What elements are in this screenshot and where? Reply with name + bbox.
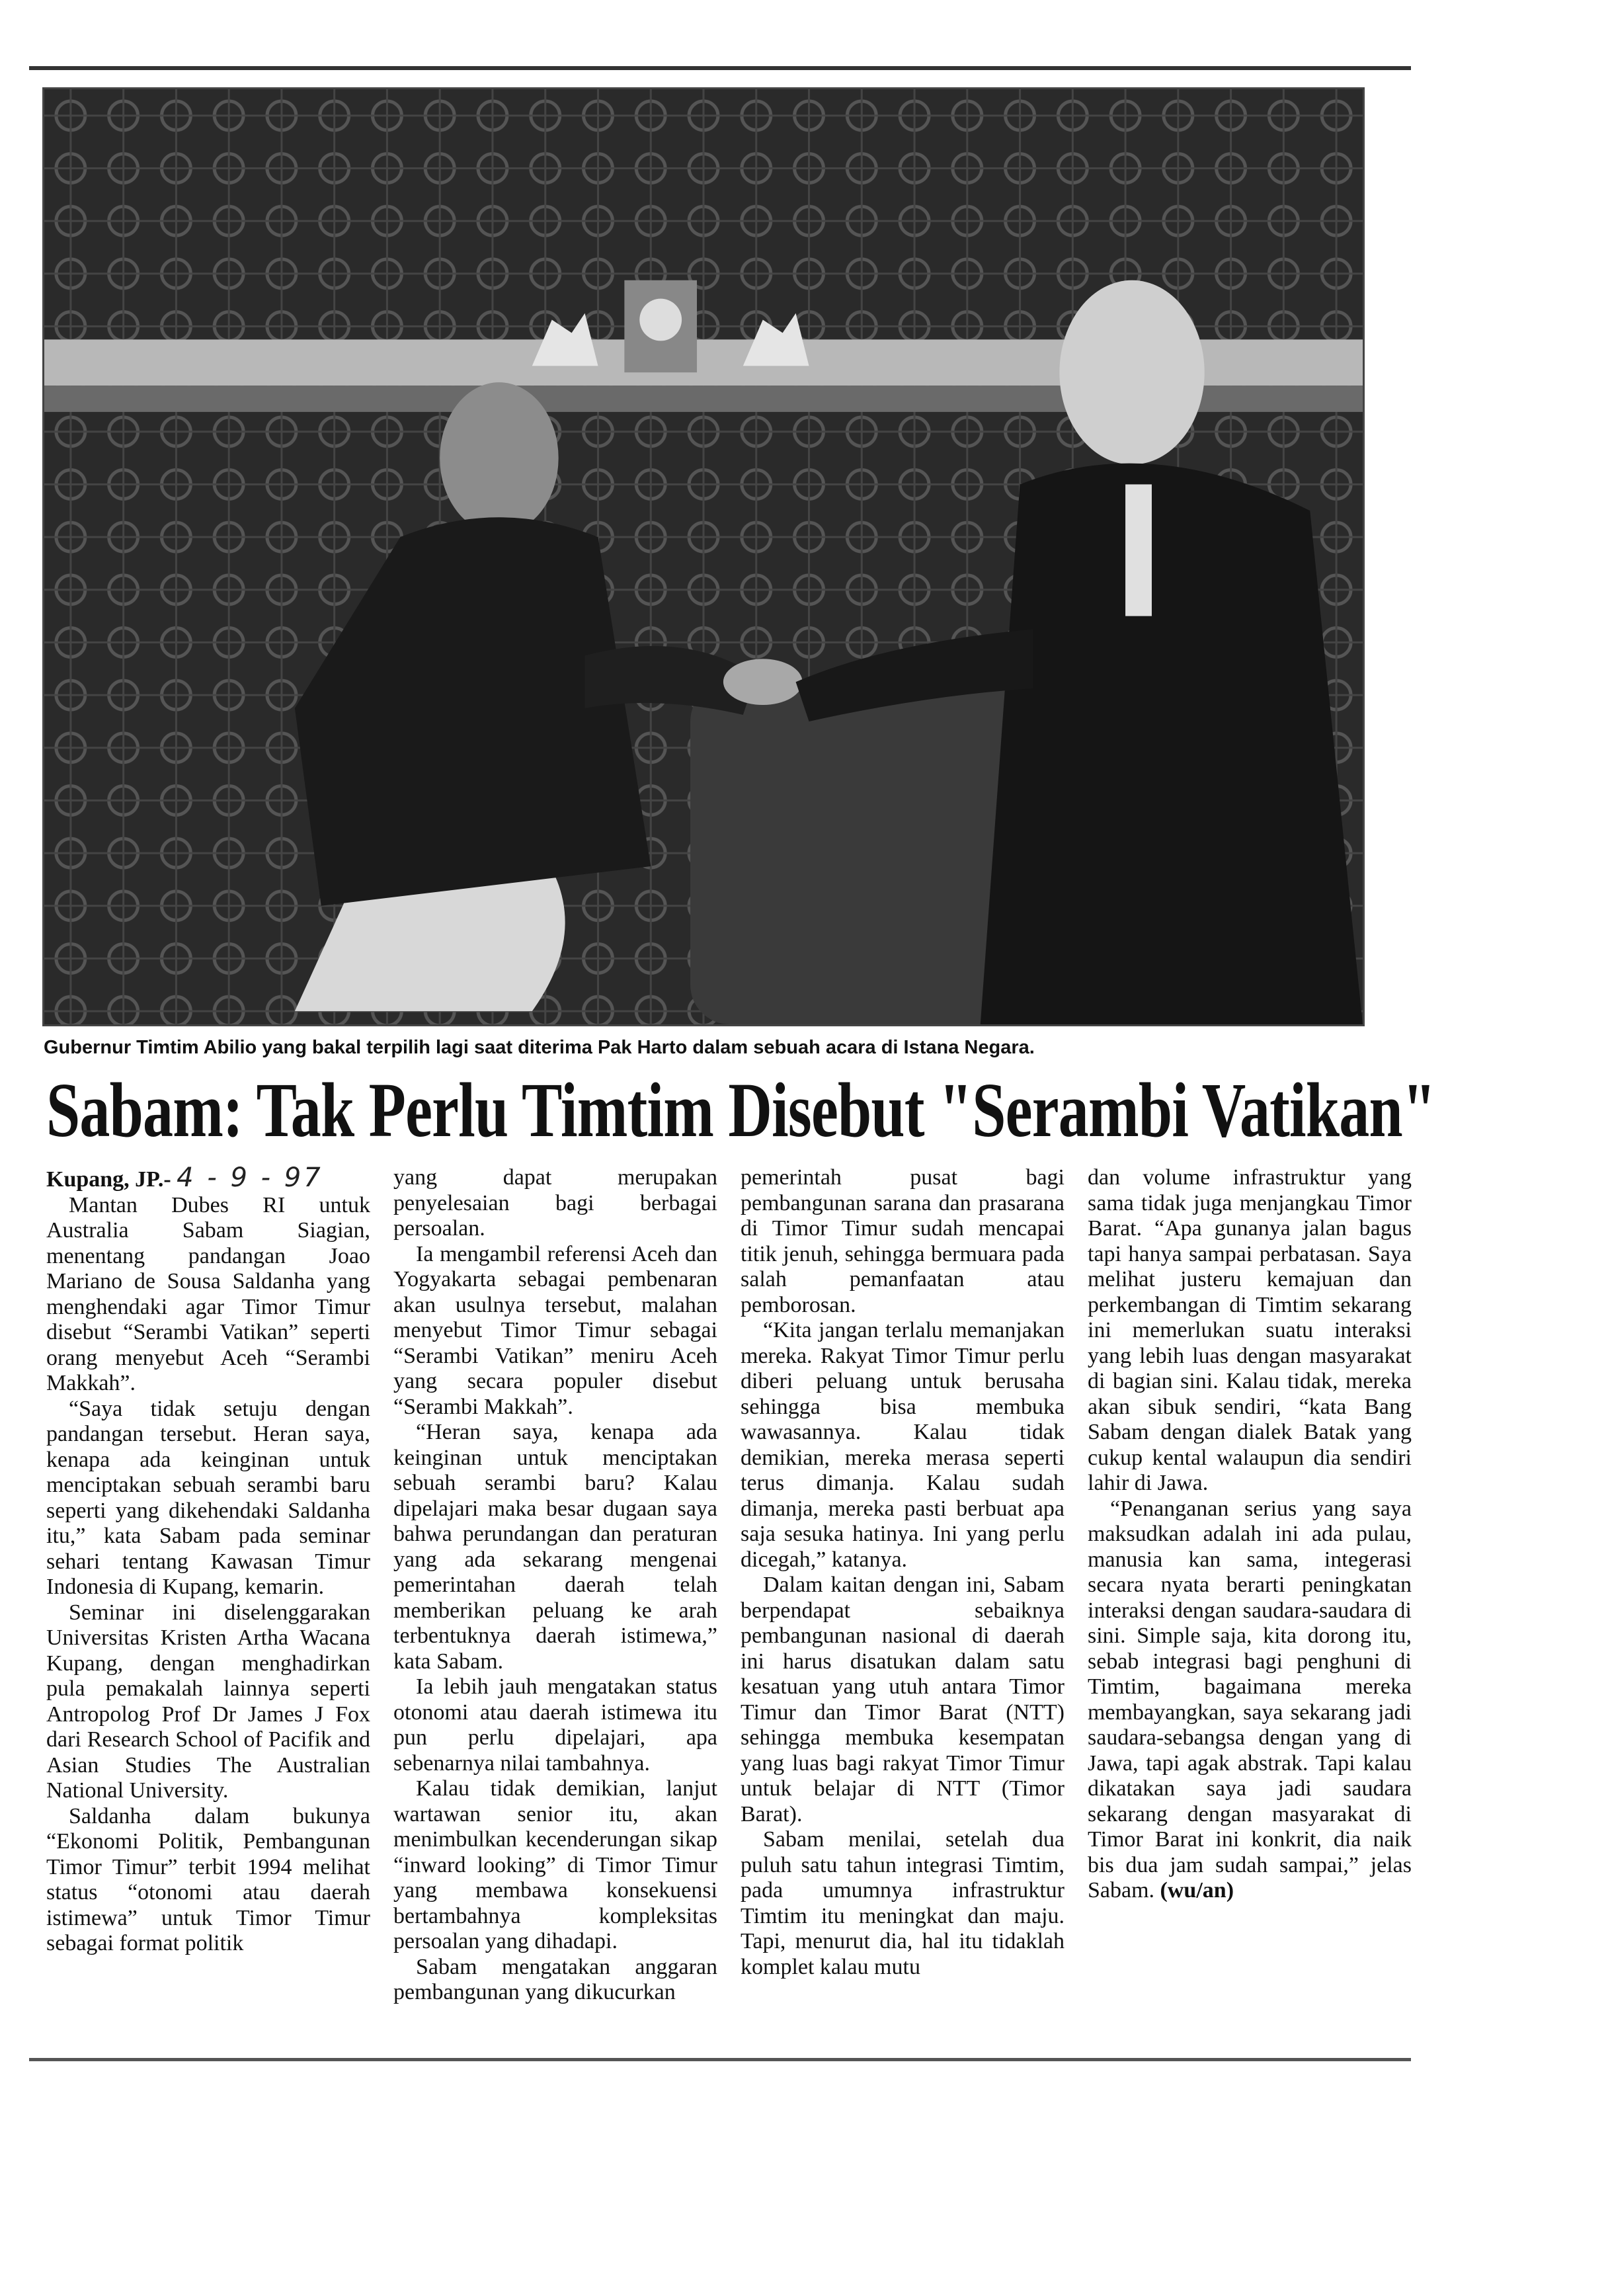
bottom-rule bbox=[29, 2058, 1411, 2061]
article-body bbox=[46, 1163, 1412, 2051]
paragraph: Seminar ini diselenggarakan Universitas Kristen Artha Wacana Kupang, dengan menghadirkan pula pemakalah lainnya seperti Antropolog Prof Dr James J Fox dari Research School of Pacifik and Asian Studies The Australian National University. bbox=[46, 1600, 370, 1803]
headline: Sabam: Tak Perlu Timtim Disebut "Serambi Vatikan" bbox=[46, 1067, 1436, 1153]
paragraph: Kalau tidak demikian, lanjut wartawan senior itu, akan menimbulkan kecenderungan sikap “inward looking” di Timor Timur yang membawa konsekuensi bertambahnya kompleksitas persoalan yang dihadapi. bbox=[393, 1776, 717, 1953]
column-4 bbox=[1088, 1165, 1412, 1904]
handwritten-date: 4 - 9 - 97 bbox=[177, 1163, 323, 1193]
paragraph: “Saya tidak setuju dengan pandangan tersebut. Heran saya, kenapa ada keinginan untuk menciptakan sebuah serambi baru seperti yang dikehendaki Saldanha itu,” kata Sabam pada seminar sehari tentang Kawasan Timur Indonesia di Kupang, kemarin. bbox=[46, 1396, 370, 1599]
paragraph-last bbox=[1088, 1496, 1412, 1904]
paragraph: Sabam mengatakan anggaran pembangunan yang dikucurkan bbox=[393, 1954, 717, 2004]
photo-handshake-illustration bbox=[44, 89, 1363, 1024]
paragraph: yang dapat merupakan penyelesaian bagi berbagai persoalan. bbox=[393, 1165, 717, 1241]
paragraph-text: “Penanganan serius yang saya maksudkan adalah ini ada pulau, manusia kan sama, integerasi secara nyata berarti peningkatan interaksi dengan saudara-saudara di sini. Simple saja, kita dorong itu, sebab integrasi bagi penghuni di Timtim, bagaimana mereka membayangkan, saya sekarang jadi saudara-sebangsa dengan yang di Jawa, tapi agak abstrak. Tapi kalau dikatakan saya jadi saudara sekarang dengan masyarakat di Timor Barat ini konkrit, dia naik bis dua jam sudah sampai,” jelas Sabam. bbox=[1088, 1496, 1412, 1903]
paragraph: Mantan Dubes RI untuk Australia Sabam Siagian, menentang pandangan Joao Mariano de Sousa Saldanha yang menghendaki agar Timor Timur disebut “Serambi Vatikan” seperti orang menyebut Aceh “Serambi Makkah”. bbox=[46, 1192, 370, 1395]
author-signature: (wu/an) bbox=[1160, 1878, 1234, 1903]
paragraph: pemerintah pusat bagi pembangunan sarana dan prasarana di Timor Timur sudah mencapai titik jenuh, sehingga bermuara pada salah pemanfaatan atau pemborosan. bbox=[741, 1165, 1065, 1317]
dateline: Kupang, JP.- bbox=[46, 1167, 171, 1192]
paragraph: Sabam menilai, setelah dua puluh satu tahun integrasi Timtim, pada umumnya infrastruktur Timtim itu meningkat dan maju. Tapi, menurut dia, hal itu tidaklah komplet kalau mutu bbox=[741, 1827, 1065, 1979]
paragraph: Dalam kaitan dengan ini, Sabam berpendapat sebaiknya pembangunan nasional di daerah ini harus disatukan dalam satu kesatuan yang utuh antara Timor Timur dan Timor Barat (NTT) sehingga membuka kesempatan yang luas bagi rakyat Timor Timur untuk belajar di NTT (Timor Barat). bbox=[741, 1573, 1065, 1826]
column-3 bbox=[741, 1165, 1065, 1980]
news-photo bbox=[42, 87, 1365, 1026]
photo-caption: Gubernur Timtim Abilio yang bakal terpilih lagi saat diterima Pak Harto dalam sebuah acara di Istana Negara. bbox=[44, 1037, 1035, 1058]
paragraph: “Kita jangan terlalu memanjakan mereka. Rakyat Timor Timur perlu diberi peluang untuk berusaha sehingga bisa membuka wawasannya. Kalau tidak demikian, mereka merasa seperti terus dimanja. Kalau sudah dimanja, mereka pasti berbuat apa saja sesuka hatinya. Ini yang perlu dicegah,” katanya. bbox=[741, 1318, 1065, 1572]
column-2 bbox=[393, 1165, 717, 2006]
paragraph: Ia lebih jauh mengatakan status otonomi atau daerah istimewa itu pun perlu dipelajari, apa sebenarnya nilai tambahnya. bbox=[393, 1674, 717, 1776]
paragraph: Saldanha dalam bukunya “Ekonomi Politik, Pembangunan Timor Timur” terbit 1994 melihat status “otonomi atau daerah istimewa” untuk Timor Timur sebagai format politik bbox=[46, 1803, 370, 1955]
column-1 bbox=[46, 1165, 370, 1957]
paragraph: Ia mengambil referensi Aceh dan Yogyakarta sebagai pembenaran akan usulnya tersebut, malahan menyebut Timor Timur sebagai “Serambi Vatikan” meniru Aceh yang secara populer disebut “Serambi Makkah”. bbox=[393, 1241, 717, 1419]
dateline-line bbox=[46, 1165, 370, 1193]
paragraph: dan volume infrastruktur yang sama tidak juga menjangkau Timor Barat. “Apa gunanya jalan bagus tapi hanya sampai perbatasan. Saya melihat justeru kemajuan dan perkembangan di Timtim sekarang ini memerlukan suatu interaksi yang lebih luas dengan masyarakat di bagian sini. Kalau tidak, mereka akan sibuk sendiri, “kata Bang Sabam dengan dialek Batak yang cukup kental walaupun dia sendiri lahir di Jawa. bbox=[1088, 1165, 1412, 1495]
top-rule bbox=[29, 66, 1411, 70]
paragraph: “Heran saya, kenapa ada keinginan untuk menciptakan sebuah serambi baru? Kalau dipelajari maka besar dugaan saya bahwa perundangan dan peraturan yang ada sekarang mengenai pemerintahan daerah telah memberikan peluang ke arah terbentuknya daerah istimewa,” kata Sabam. bbox=[393, 1420, 717, 1674]
